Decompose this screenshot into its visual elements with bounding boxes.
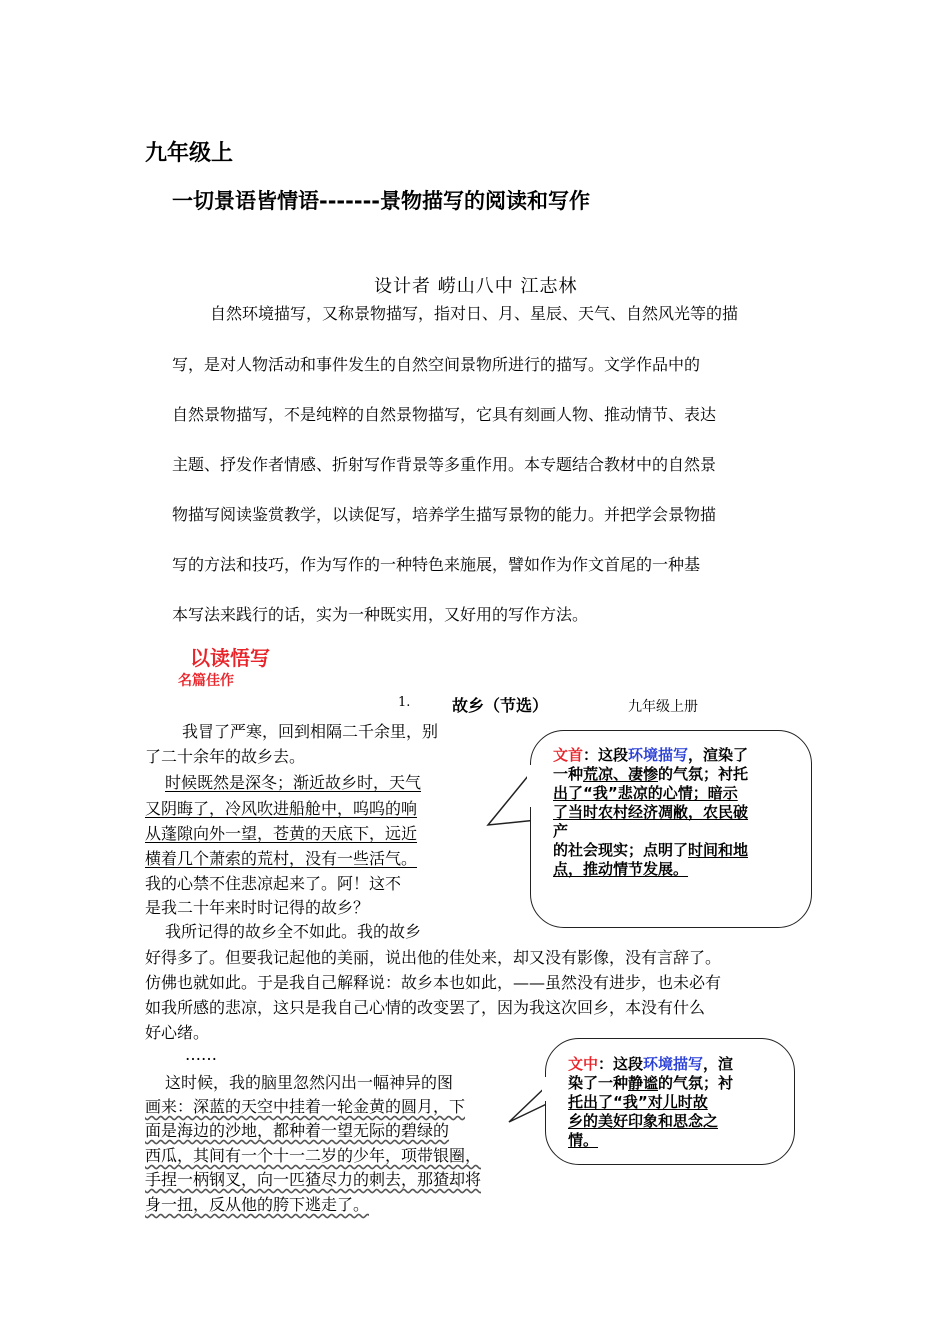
passage-line-wavy: 西瓜，其间有一个十一二岁的少年，项带银圈， [145, 1146, 482, 1165]
note-text: 情。 [568, 1131, 599, 1149]
note-keyword: 点 [553, 860, 569, 878]
note-keyword: 静谧 [628, 1074, 659, 1092]
note-text: ，渲染了 [688, 746, 749, 764]
note-text: 了当时农村经济凋敝，农民破 [553, 803, 749, 821]
passage-line: 仿佛也就如此。于是我自己解释说：故乡本也如此，——虽然没有进步，也未必有 [145, 973, 722, 992]
note-text: 的气氛；衬托 [658, 765, 749, 783]
note-text: ：这段 [598, 1055, 644, 1073]
callout-pointer-mask [527, 760, 535, 820]
passage-line: 如我所感的悲凉，这只是我自己心情的改变罢了，因为我这次回乡，本没有什么 [145, 998, 706, 1017]
item-number: 1. [398, 695, 411, 710]
passage-line-wavy: 画来：深蓝的天空中挂着一轮金黄的圆月，下 [145, 1097, 466, 1116]
note-text: 产 [553, 822, 569, 840]
annotation-bubble-opening [530, 730, 812, 928]
passage-line: 我的心禁不住悲凉起来了。阿！这不 [145, 874, 402, 893]
note-text: ：这段 [583, 746, 629, 764]
section-heading: 以读悟写 [190, 646, 270, 670]
passage-line: 好得多了。但要我记起他的美丽，说出他的佳处来，却又没有影像，没有言辞了。 [145, 948, 722, 967]
note-text: 染了一种 [568, 1074, 629, 1092]
note-text: 出了“我”悲凉的心情；暗示 [553, 784, 738, 802]
annotation-tag: 文首 [553, 746, 584, 764]
intro-line: 物描写阅读鉴赏教学，以读促写，培养学生描写景物的能力。并把学会景物描 [172, 505, 717, 524]
passage-line-underlined: 时候既然是深冬；渐近故乡时，天气 [165, 773, 422, 792]
passage-line-underlined: 从蓬隙向外一望，苍黄的天底下，远近 [145, 824, 418, 843]
passage-line: 了二十余年的故乡去。 [145, 747, 306, 766]
item-volume: 九年级上册 [628, 699, 698, 715]
note-keyword: 环境描写 [643, 1055, 704, 1073]
note-text: ，推动情节发展。 [568, 860, 689, 878]
note-keyword: 环境描写 [628, 746, 689, 764]
ellipsis: …… [185, 1045, 217, 1064]
designer-line: 设计者 崂山八中 江志林 [374, 276, 578, 297]
passage-line: 是我二十年来时时记得的故乡？ [145, 898, 370, 917]
annotation-tag: 文中 [568, 1055, 599, 1073]
passage-line-underlined: 又阴晦了，冷风吹进船舱中，呜呜的响 [145, 799, 418, 818]
passage-line: 我所记得的故乡全不如此。我的故乡 [165, 922, 422, 941]
passage-line-wavy: 手捏一柄钢叉，向一匹猹尽力的刺去，那猹却将 [145, 1170, 482, 1189]
note-text: 乡的美好印象和思念之 [568, 1112, 719, 1130]
intro-line: 自然景物描写，不是纯粹的自然景物描写，它具有刻画人物、推动情节、表达 [172, 405, 717, 424]
note-text: 的社会现实；点明了 [553, 841, 689, 859]
annotation-bubble-middle [545, 1038, 795, 1165]
passage-line-wavy: 面是海边的沙地，都种着一望无际的碧绿的 [145, 1121, 450, 1140]
passage-line: 我冒了严寒，回到相隔二千余里，别 [182, 722, 439, 741]
passage-line: 好心绪。 [145, 1023, 210, 1042]
note-keyword: 荒凉、凄惨 [583, 765, 659, 783]
note-text: 一种 [553, 765, 584, 783]
note-keyword: 时间和地 [688, 841, 749, 859]
passage-line: 这时候，我的脑里忽然闪出一幅神异的图 [165, 1073, 454, 1092]
note-text: ，渲 [703, 1055, 734, 1073]
section-subheading: 名篇佳作 [178, 673, 234, 689]
note-text: 的气氛；衬 [658, 1074, 734, 1092]
note-text: 托出了“我”对儿时故 [568, 1093, 708, 1111]
item-title: 故乡（节选） [452, 696, 549, 715]
passage-line-underlined: 横着几个萧索的荒村，没有一些活气。 [145, 849, 418, 868]
intro-line: 自然环境描写，又称景物描写，指对日、月、星辰、天气、自然风光等的描 [210, 304, 739, 323]
passage-line-wavy: 身一扭，反从他的胯下逃走了。 [145, 1195, 370, 1214]
intro-line: 写，是对人物活动和事件发生的自然空间景物所进行的描写。文学作品中的 [172, 355, 701, 374]
intro-line: 主题、抒发作者情感、折射写作背景等多重作用。本专题结合教材中的自然景 [172, 455, 717, 474]
intro-line: 写的方法和技巧，作为写作的一种特色来施展，譬如作为作文首尾的一种基 [172, 555, 701, 574]
grade-heading: 九年级上 [145, 141, 234, 166]
intro-line: 本写法来践行的话，实为一种既实用，又好用的写作方法。 [172, 605, 589, 624]
callout-pointer-mask [542, 1075, 550, 1115]
page-title: 一切景语皆情语-------景物描写的阅读和写作 [172, 189, 591, 213]
